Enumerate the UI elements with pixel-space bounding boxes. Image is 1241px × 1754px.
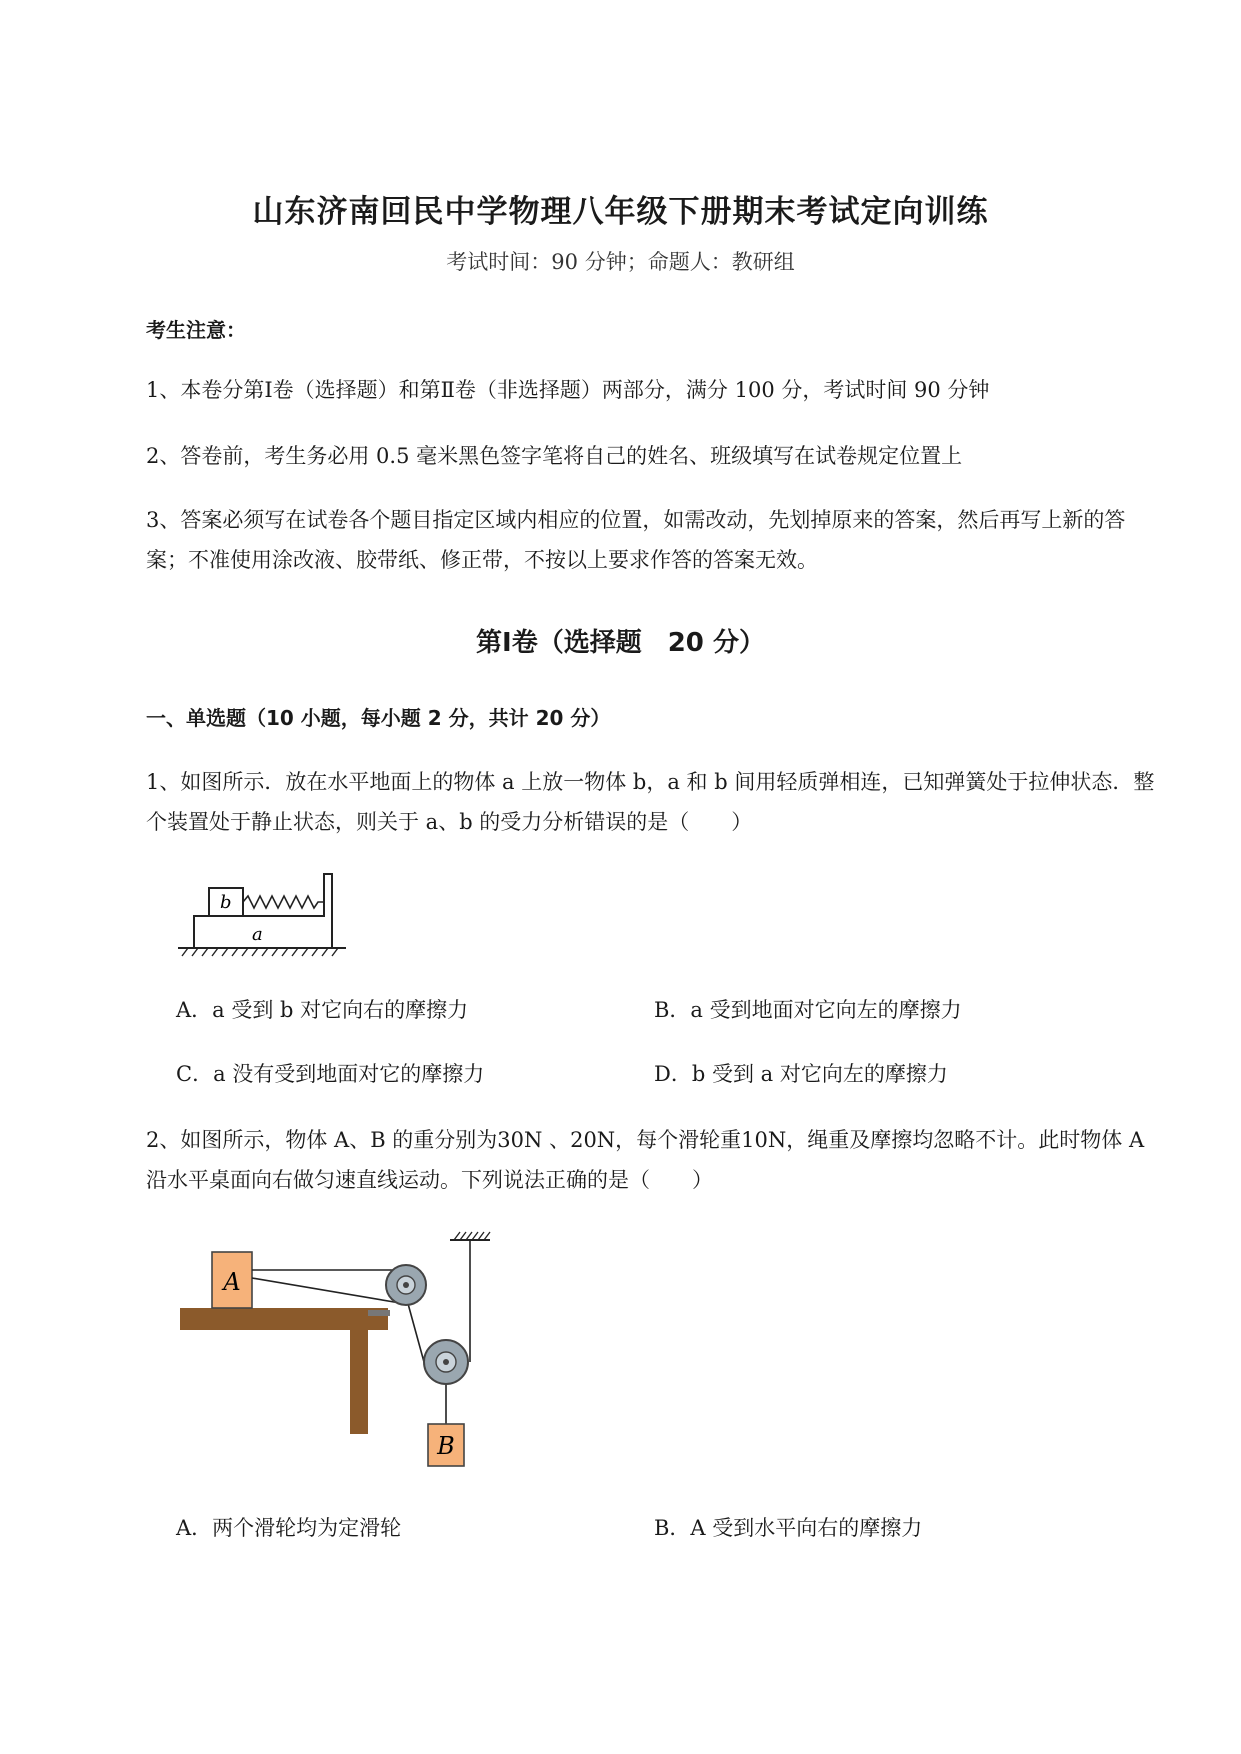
- exam-subtitle: 考试时间：90 分钟；命题人：教研组: [446, 250, 795, 274]
- exam-title: 山东济南回民中学物理八年级下册期末考试定向训练: [252, 194, 989, 230]
- question-1-option-c[interactable]: C．a 没有受到地面对它的摩擦力: [176, 1062, 485, 1086]
- question-2-option-a[interactable]: A．两个滑轮均为定滑轮: [176, 1516, 402, 1540]
- question-1-option-b[interactable]: B．a 受到地面对它向左的摩擦力: [654, 998, 962, 1022]
- label-b: b: [220, 892, 232, 913]
- notice-heading: 考生注意：: [146, 318, 246, 342]
- label-A: A: [223, 1268, 241, 1296]
- question-2-option-b[interactable]: B．A 受到水平向右的摩擦力: [654, 1516, 923, 1540]
- question-1-option-d[interactable]: D．b 受到 a 对它向左的摩擦力: [654, 1062, 948, 1086]
- section-title: 第Ⅰ卷（选择题 20 分）: [476, 628, 765, 658]
- part-title: 一、单选题（10 小题，每小题 2 分，共计 20 分）: [146, 706, 611, 730]
- table-leg: [350, 1330, 368, 1434]
- label-a: a: [252, 924, 263, 945]
- question-2-figure: [178, 1228, 498, 1468]
- question-2-stem: 2、如图所示，物体 A、B 的重分别为30N 、20N，每个滑轮重10N，绳重及摩擦均忽略不计。此时物体 A 沿水平桌面向右做匀速直线运动。下列说法正确的是（ ）: [146, 1128, 1145, 1192]
- question-1-option-a[interactable]: A．a 受到 b 对它向右的摩擦力: [176, 998, 469, 1022]
- spring: [243, 896, 324, 908]
- notice-item-2: 2、答卷前，考生务必用 0.5 毫米黑色签字笔将自己的姓名、班级填写在试卷规定位置上: [146, 444, 963, 468]
- notice-item-1: 1、本卷分第Ⅰ卷（选择题）和第Ⅱ卷（非选择题）两部分，满分 100 分，考试时间 90 分钟: [146, 378, 990, 402]
- notice-item-3: 3、答案必须写在试卷各个题目指定区域内相应的位置，如需改动，先划掉原来的答案，然后再写上新的答案；不准使用涂改液、胶带纸、修正带，不按以上要求作答的答案无效。: [146, 508, 1126, 572]
- question-1-figure: [176, 868, 356, 958]
- question-1-stem: 1、如图所示．放在水平地面上的物体 a 上放一物体 b，a 和 b 间用轻质弹相连，已知弹簧处于拉伸状态．整个装置处于静止状态，则关于 a、b 的受力分析错误的是（ ）: [146, 770, 1155, 834]
- table-top: [180, 1308, 388, 1330]
- label-B: B: [437, 1432, 455, 1460]
